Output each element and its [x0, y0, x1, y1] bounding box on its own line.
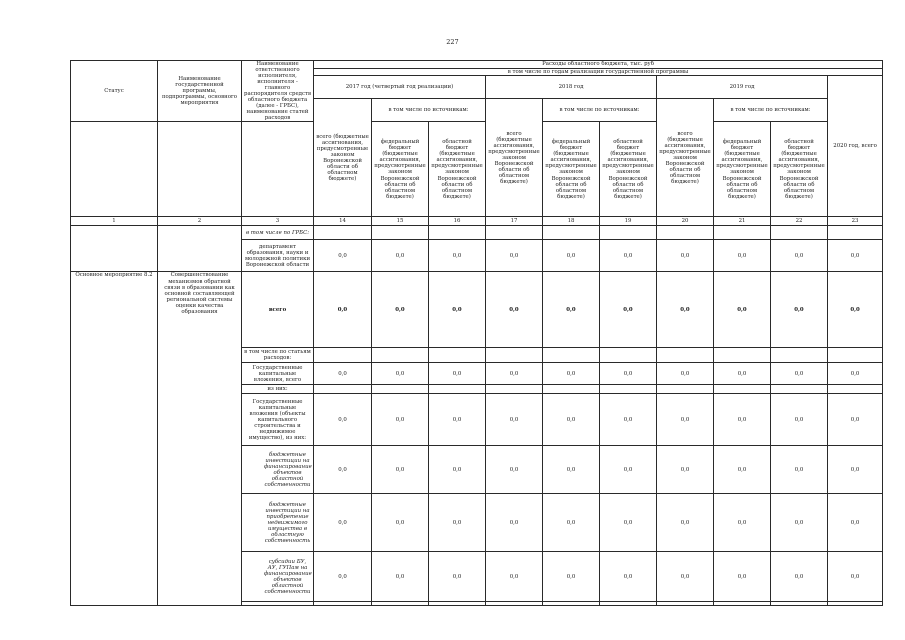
empty-cell [771, 385, 828, 394]
empty-cell [657, 226, 714, 240]
value-cell: 0,0 [600, 552, 657, 602]
empty-cell [372, 226, 429, 240]
empty-cell [486, 602, 543, 606]
value-cell: 0,0 [657, 363, 714, 385]
value-cell: 0,0 [714, 240, 771, 272]
empty-cell [543, 385, 600, 394]
empty-cell [429, 602, 486, 606]
empty-cell [486, 385, 543, 394]
empty-cell [543, 602, 600, 606]
value-cell: 0,0 [657, 552, 714, 602]
column-number: 14 [314, 217, 372, 226]
budget-table [70, 60, 883, 606]
value-cell: 0,0 [714, 494, 771, 552]
empty-cell [828, 348, 883, 363]
empty-cell [429, 226, 486, 240]
empty-cell [657, 385, 714, 394]
value-cell: 0,0 [714, 394, 771, 446]
header-2017-sources: в том числе по источникам: [372, 99, 486, 122]
value-cell: 0,0 [372, 446, 429, 494]
empty-cell [429, 348, 486, 363]
value-cell: 0,0 [314, 446, 372, 494]
column-number: 2 [158, 217, 242, 226]
empty-cell [486, 348, 543, 363]
empty-cell [429, 385, 486, 394]
empty-cell [714, 226, 771, 240]
status-cell [71, 226, 158, 272]
value-cell: 0,0 [372, 272, 429, 348]
value-cell: 0,0 [372, 363, 429, 385]
budget-financing-label: бюджетные инвестиции на финансирование объектов областной собственности [242, 446, 314, 494]
value-cell: 0,0 [372, 240, 429, 272]
value-cell: 0,0 [543, 494, 600, 552]
value-cell: 0,0 [314, 363, 372, 385]
budget-acquisition-label: бюджетные инвестиции на приобретение недвижимого имущества в областную собственность [242, 494, 314, 552]
empty-cell [543, 348, 600, 363]
value-cell: 0,0 [828, 272, 883, 348]
of-which-label: из них: [242, 385, 314, 394]
total-label: всего [242, 272, 314, 348]
status-measure: Основное мероприятие 8.2 [71, 272, 158, 606]
by-articles-label: в том числе по статьям расходов: [242, 348, 314, 363]
value-cell: 0,0 [771, 363, 828, 385]
header-expenses-title: Расходы областного бюджета, тыс. руб [314, 61, 883, 69]
empty-cell [828, 602, 883, 606]
value-cell: 0,0 [314, 272, 372, 348]
header-2017-total: всего (бюджетные ассигнования, предусмотренные законом Воронежской области об областном бюджете) [314, 99, 372, 217]
column-number: 22 [771, 217, 828, 226]
header-2019-regional: областной бюджет (бюджетные ассигнования, предусмотренные законом Воронежской области об областном бюджете) [771, 122, 828, 217]
value-cell: 0,0 [771, 272, 828, 348]
value-cell: 0,0 [714, 446, 771, 494]
empty-cell [314, 385, 372, 394]
value-cell: 0,0 [486, 494, 543, 552]
value-cell: 0,0 [486, 552, 543, 602]
header-2018-federal: федеральный бюджет (бюджетные ассигнования, предусмотренные законом Воронежской области об областном бюджете) [543, 122, 600, 217]
empty-cell [600, 348, 657, 363]
value-cell: 0,0 [828, 394, 883, 446]
empty-cell [657, 348, 714, 363]
empty-cell [314, 226, 372, 240]
value-cell: 0,0 [771, 494, 828, 552]
column-number: 18 [543, 217, 600, 226]
value-cell: 0,0 [429, 272, 486, 348]
column-numbers-row [71, 217, 883, 226]
column-number: 20 [657, 217, 714, 226]
value-cell: 0,0 [543, 394, 600, 446]
capital-construction-label: Государственные капитальные вложения (объекты капитального строительства и недвижимое имущество), из них: [242, 394, 314, 446]
value-cell: 0,0 [314, 394, 372, 446]
value-cell: 0,0 [828, 363, 883, 385]
column-number: 16 [429, 217, 486, 226]
header-2019-total: всего (бюджетные ассигнования, предусмотренные законом Воронежской области об областном бюджете) [657, 99, 714, 217]
empty-cell [543, 226, 600, 240]
value-cell: 0,0 [429, 494, 486, 552]
value-cell: 0,0 [486, 240, 543, 272]
value-cell: 0,0 [714, 552, 771, 602]
value-cell: 0,0 [486, 363, 543, 385]
empty-cell [714, 602, 771, 606]
empty-cell [314, 602, 372, 606]
header-by-years: в том числе по годам реализации государственной программы [314, 69, 883, 76]
header-2019-sources: в том числе по источникам: [714, 99, 828, 122]
table-row [71, 226, 883, 240]
header-year-2017: 2017 год (четвертый год реализации) [314, 76, 486, 99]
empty-cell [771, 226, 828, 240]
value-cell: 0,0 [543, 240, 600, 272]
value-cell: 0,0 [372, 494, 429, 552]
table-row [71, 272, 883, 348]
value-cell: 0,0 [600, 363, 657, 385]
value-cell: 0,0 [372, 394, 429, 446]
page-number: 227 [446, 38, 459, 46]
value-cell: 0,0 [828, 552, 883, 602]
header-2018-total: всего (бюджетные ассигнования, предусмотренные законом Воронежской области об областном бюджете) [486, 99, 543, 217]
header-year-2019: 2019 год [657, 76, 828, 99]
header-2018-sources: в том числе по источникам: [543, 99, 657, 122]
value-cell: 0,0 [600, 394, 657, 446]
header-2017-regional: областной бюджет (бюджетные ассигнования, предусмотренные законом Воронежской области об областном бюджете) [429, 122, 486, 217]
empty-cell [372, 385, 429, 394]
subsidies-label: субсидии БУ, АУ, ГУПам на финансирование объектов областной собственности [242, 552, 314, 602]
value-cell: 0,0 [486, 272, 543, 348]
value-cell: 0,0 [486, 446, 543, 494]
value-cell: 0,0 [486, 394, 543, 446]
header-executor: Наименование ответственного исполнителя, исполнителя - главного распорядителя средств областного бюджета (далее - ГРБС), наименование статей расходов [242, 61, 314, 122]
empty-cell [600, 226, 657, 240]
value-cell: 0,0 [600, 494, 657, 552]
value-cell: 0,0 [600, 240, 657, 272]
empty-cell [314, 348, 372, 363]
column-number: 3 [242, 217, 314, 226]
header-2019-federal: федеральный бюджет (бюджетные ассигнования, предусмотренные законом Воронежской области об областном бюджете) [714, 122, 771, 217]
value-cell: 0,0 [429, 363, 486, 385]
value-cell: 0,0 [657, 446, 714, 494]
value-cell: 0,0 [429, 394, 486, 446]
empty-cell [771, 348, 828, 363]
value-cell: 0,0 [543, 272, 600, 348]
empty-cell [828, 385, 883, 394]
value-cell: 0,0 [314, 240, 372, 272]
measure-name: Совершенствование механизмов обратной связи в образовании как основной составляющей региональной системы оценки качества образования [158, 272, 242, 606]
value-cell: 0,0 [543, 446, 600, 494]
value-cell: 0,0 [657, 240, 714, 272]
value-cell: 0,0 [771, 446, 828, 494]
header-status: Статус [71, 61, 158, 122]
empty-cell [372, 348, 429, 363]
column-number: 21 [714, 217, 771, 226]
empty-cell [771, 602, 828, 606]
empty-cell [600, 602, 657, 606]
value-cell: 0,0 [314, 552, 372, 602]
column-number: 17 [486, 217, 543, 226]
value-cell: 0,0 [828, 240, 883, 272]
header-2017-federal: федеральный бюджет (бюджетные ассигнования, предусмотренные законом Воронежской области об областном бюджете) [372, 122, 429, 217]
header-program-name: Наименование государственной программы, подпрограммы, основного мероприятия [158, 61, 242, 122]
header-executor-spacer [242, 122, 314, 217]
empty-cell [242, 602, 314, 606]
header-year-2018: 2018 год [486, 76, 657, 99]
value-cell: 0,0 [657, 394, 714, 446]
grbs-label: в том числе по ГРБС: [242, 226, 314, 240]
column-number: 23 [828, 217, 883, 226]
empty-cell [828, 226, 883, 240]
value-cell: 0,0 [714, 272, 771, 348]
value-cell: 0,0 [600, 446, 657, 494]
column-number: 19 [600, 217, 657, 226]
empty-cell [714, 385, 771, 394]
column-number: 15 [372, 217, 429, 226]
empty-cell [657, 602, 714, 606]
header-status-spacer [71, 122, 158, 217]
value-cell: 0,0 [429, 552, 486, 602]
empty-cell [714, 348, 771, 363]
empty-cell [486, 226, 543, 240]
header-year-2020-total: 2020 год, всего [828, 76, 883, 217]
value-cell: 0,0 [372, 552, 429, 602]
department-label: департамент образования, науки и молодежной политики Воронежской области [242, 240, 314, 272]
value-cell: 0,0 [657, 494, 714, 552]
header-2018-regional: областной бюджет (бюджетные ассигнования, предусмотренные законом Воронежской области об областном бюджете) [600, 122, 657, 217]
header-program-spacer [158, 122, 242, 217]
column-number: 1 [71, 217, 158, 226]
value-cell: 0,0 [543, 552, 600, 602]
value-cell: 0,0 [600, 272, 657, 348]
value-cell: 0,0 [828, 446, 883, 494]
empty-cell [600, 385, 657, 394]
program-cell [158, 226, 242, 272]
value-cell: 0,0 [429, 446, 486, 494]
value-cell: 0,0 [429, 240, 486, 272]
value-cell: 0,0 [314, 494, 372, 552]
value-cell: 0,0 [543, 363, 600, 385]
value-cell: 0,0 [657, 272, 714, 348]
value-cell: 0,0 [771, 240, 828, 272]
value-cell: 0,0 [771, 394, 828, 446]
value-cell: 0,0 [714, 363, 771, 385]
capital-investments-label: Государственные капитальные вложения, всего [242, 363, 314, 385]
value-cell: 0,0 [828, 494, 883, 552]
empty-cell [372, 602, 429, 606]
value-cell: 0,0 [771, 552, 828, 602]
